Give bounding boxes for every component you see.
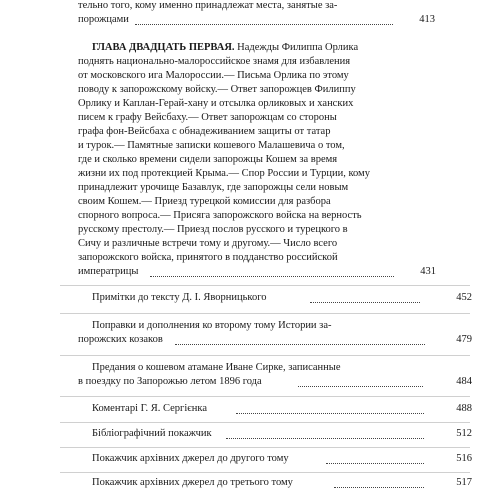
divider: [60, 355, 470, 356]
dot-leader: [298, 386, 423, 387]
toc-entry-line: от московского ига Малороссии.— Письма Орлика по этому: [78, 70, 349, 81]
chapter-heading: ГЛАВА ДВАДЦАТЬ ПЕРВАЯ.: [92, 42, 235, 53]
page-number: 484: [456, 376, 472, 387]
toc-entry-line: Бібліографічний покажчик: [92, 428, 212, 439]
toc-entry-line: своим Кошем.— Приезд турецкой комиссии для разбора: [78, 196, 331, 207]
toc-entry-line: жизни их под протекцией Крыма.— Спор России и Турции, кому: [78, 168, 370, 179]
dot-leader: [150, 276, 394, 277]
toc-entry-line: Надежды Филиппа Орлика: [237, 42, 359, 53]
divider: [60, 285, 470, 286]
dot-leader: [226, 438, 424, 439]
toc-entry-line: поднять национально-малороссийское знамя для избавления: [78, 56, 351, 67]
divider: [60, 472, 470, 473]
toc-entry-line: Покажчик архівних джерел до третього тому: [92, 477, 293, 488]
toc-entry-line: Примітки до тексту Д. І. Яворницького: [92, 292, 267, 303]
toc-entry-line: порожцами: [78, 14, 129, 25]
page-number: 413: [419, 14, 435, 25]
page-number: 516: [456, 453, 472, 464]
toc-entry-line: где и сколько времени сидели запорожцы Кошем за время: [78, 154, 338, 165]
dot-leader: [236, 413, 424, 414]
divider: [60, 313, 470, 314]
divider: [60, 422, 470, 423]
dot-leader: [175, 344, 425, 345]
chapter-heading-line: [92, 42, 358, 55]
toc-entry-line: Предания о кошевом атамане Иване Сирке, записанные: [92, 362, 341, 373]
toc-entry-line: императрицы: [78, 266, 139, 277]
toc-entry-line: Сичу и различные встречи тому и другому.— Число всего: [78, 238, 338, 249]
page-number: 452: [456, 292, 472, 303]
toc-entry-line: Поправки и дополнения ко второму тому Истории за-: [92, 320, 332, 331]
toc-entry-line: спорного вопроса.— Присяга запорожского войска на верность: [78, 210, 362, 221]
page-number: 431: [420, 266, 436, 277]
toc-entry-line: поводу к запорожскому войску.— Ответ запорожцев Филиппу: [78, 84, 356, 95]
page-number: 517: [456, 477, 472, 488]
toc-entry-line: Покажчик архівних джерел до другого тому: [92, 453, 289, 464]
divider: [60, 447, 470, 448]
toc-entry-line: тельно того, кому именно принадлежат места, занятые за-: [78, 0, 338, 11]
page-number: 479: [456, 334, 472, 345]
toc-entry-line: графа фон-Вейсбаха с обнадеживанием защиты от татар: [78, 126, 331, 137]
toc-entry-line: и турок.— Памятные записки кошевого Малашевича о том,: [78, 140, 345, 151]
toc-entry-line: Орлику и Каплан-Герай-хану и отсылка орликовых и ханских: [78, 98, 354, 109]
toc-entry-line: порожских козаков: [78, 334, 163, 345]
toc-entry-line: принадлежит урочище Базавлук, где запорожцы сели новым: [78, 182, 349, 193]
dot-leader: [334, 487, 424, 488]
page-number: 512: [456, 428, 472, 439]
dot-leader: [310, 302, 420, 303]
toc-entry-line: писем к графу Вейсбаху.— Ответ запорожцам со стороны: [78, 112, 337, 123]
page-number: 488: [456, 403, 472, 414]
toc-entry-line: запорожского войска, принятого в подданство российской: [78, 252, 338, 263]
toc-entry-line: русскому престолу.— Приезд послов русского и турецкого в: [78, 224, 348, 235]
divider: [60, 396, 470, 397]
toc-entry-line: в поездку по Запорожью летом 1896 года: [78, 376, 262, 387]
toc-entry-line: Коментарі Г. Я. Сергієнка: [92, 403, 208, 414]
dot-leader: [135, 24, 393, 25]
dot-leader: [326, 463, 424, 464]
